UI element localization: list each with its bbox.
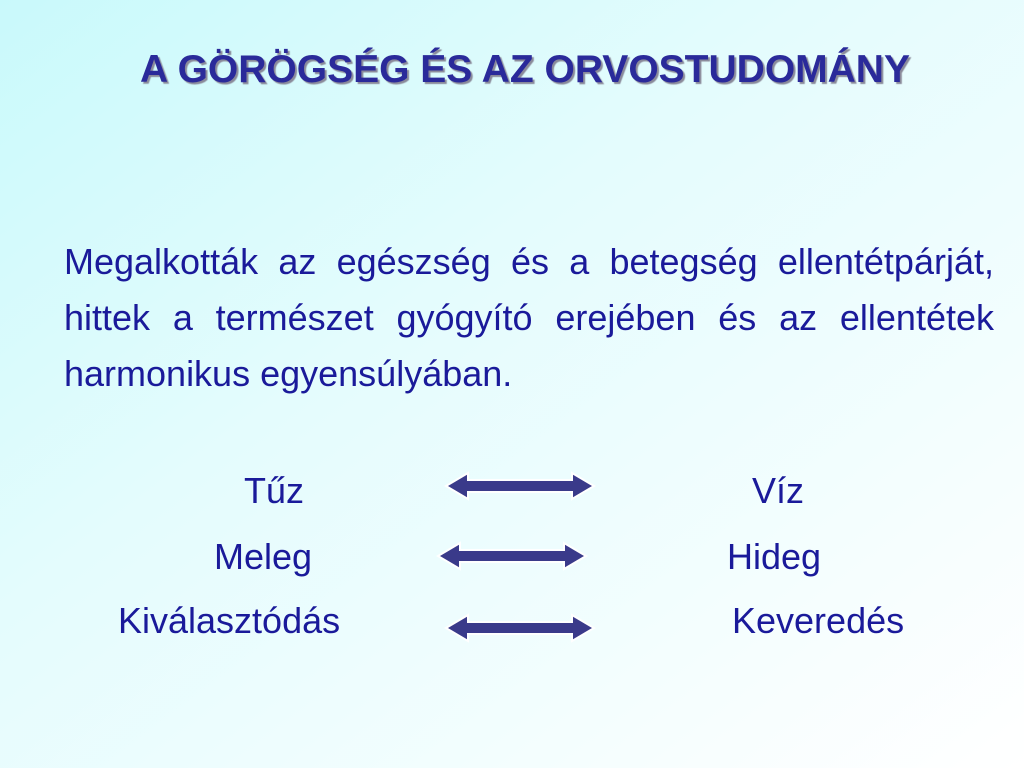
pair-right-water: Víz (752, 470, 805, 511)
double-arrow-icon (444, 612, 596, 644)
body-paragraph: Megalkották az egészség és a betegség ellentétpárját, hittek a természet gyógyító erejében és az ellentétek harmonikus egyensúlyában. (64, 241, 994, 394)
double-arrow-icon (444, 470, 596, 502)
double-arrow-icon (436, 540, 588, 572)
pair-left-fire: Tűz (244, 470, 305, 511)
pair-right-mixing: Keveredés (732, 600, 905, 641)
pair-left-secretion: Kiválasztódás (118, 600, 341, 641)
slide-title: A GÖRÖGSÉG ÉS AZ ORVOSTUDOMÁNY (140, 48, 910, 91)
pair-left-warm: Meleg (214, 536, 313, 577)
pair-right-cold: Hideg (727, 536, 822, 577)
